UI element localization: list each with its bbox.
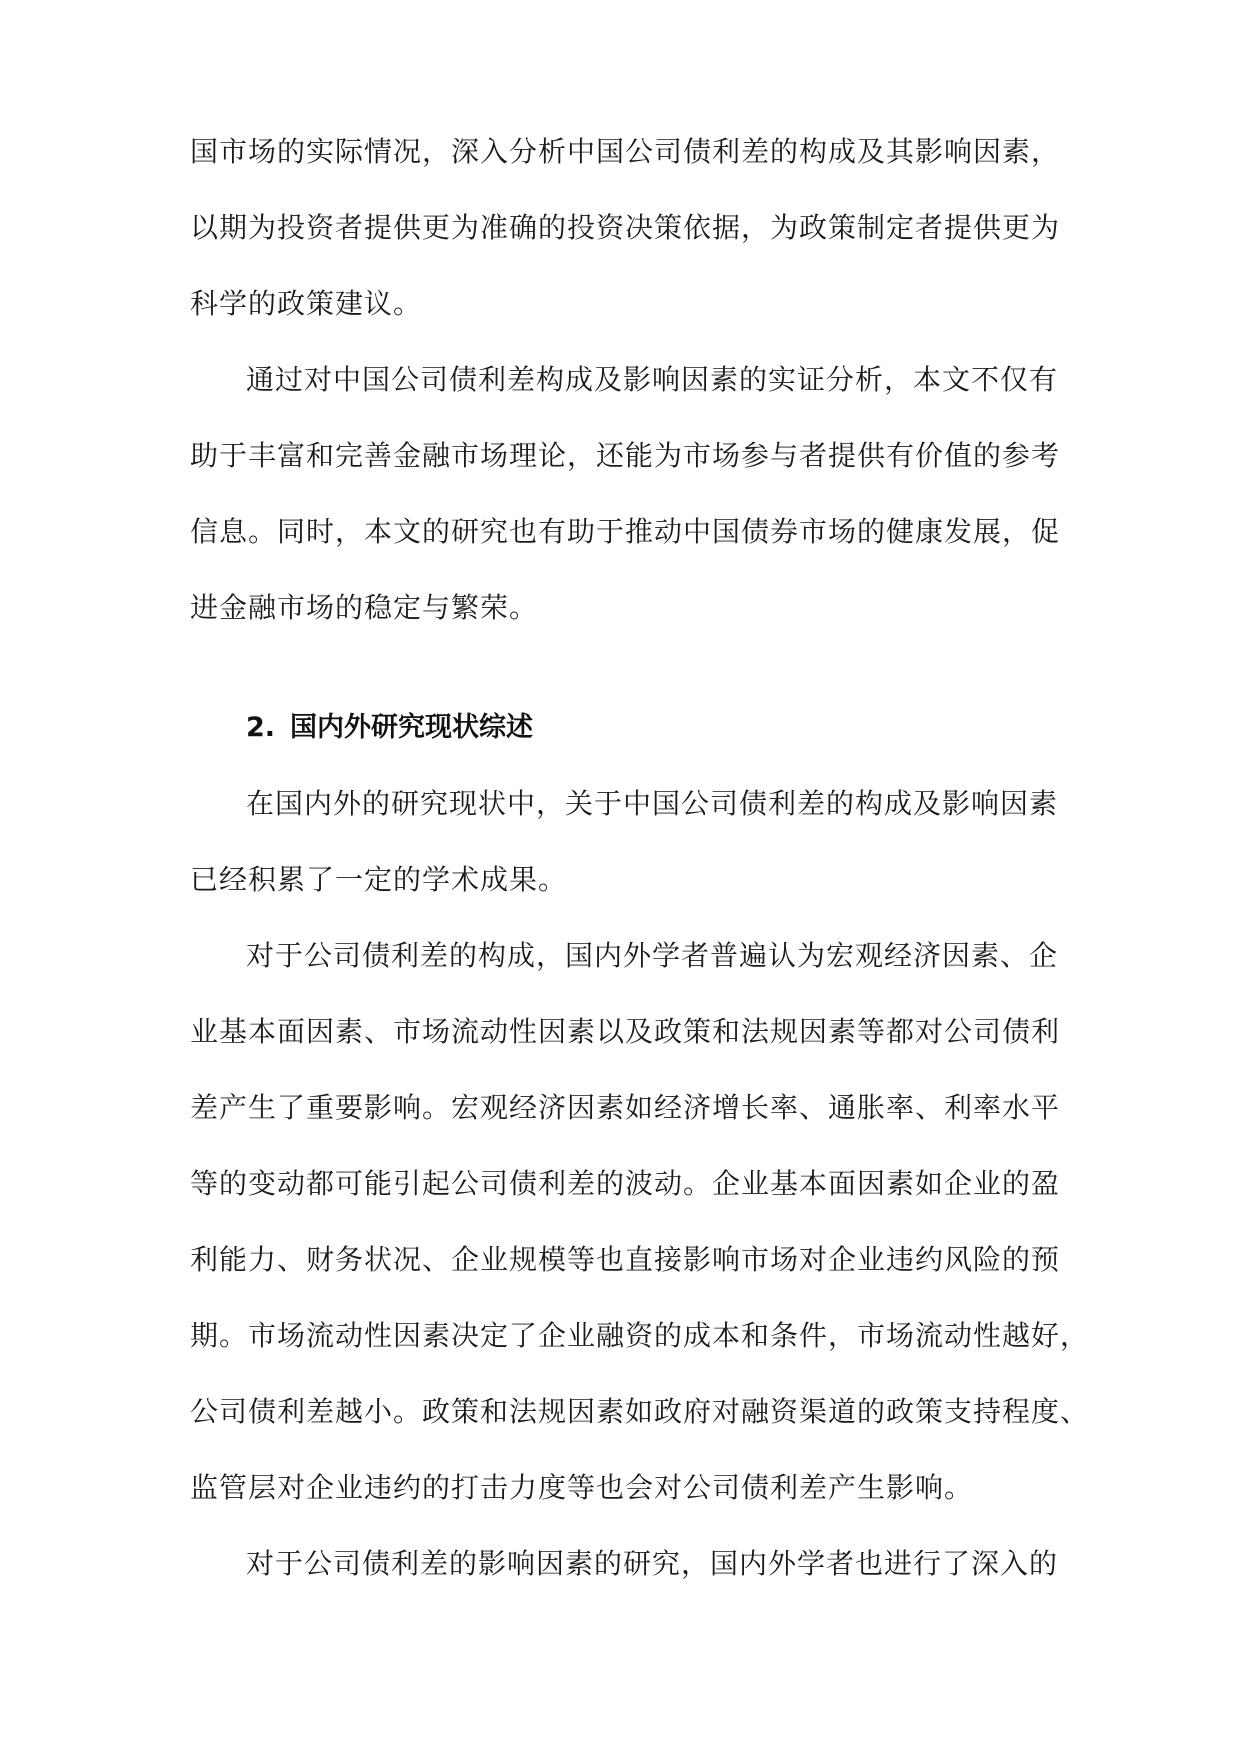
section-title: 国内外研究现状综述 [290,712,533,743]
paragraph-line: 对于公司债利差的构成，国内外学者普遍认为宏观经济因素、企 [246,939,1059,972]
paragraph-line: 科学的政策建议。 [190,287,423,320]
paragraph-line: 监管层对企业违约的打击力度等也会对公司债利差产生影响。 [190,1471,974,1504]
paragraph-line: 助于丰富和完善金融市场理论，还能为市场参与者提供有价值的参考 [190,439,1061,472]
section-heading [246,708,533,748]
paragraph-line: 期。市场流动性因素决定了企业融资的成本和条件，市场流动性越好， [190,1319,1090,1352]
paragraph-line: 通过对中国公司债利差构成及影响因素的实证分析，本文不仅有 [246,363,1059,396]
paragraph-line: 以期为投资者提供更为准确的投资决策依据，为政策制定者提供更为 [190,211,1061,244]
section-number: 2. [246,712,276,743]
paragraph-line: 业基本面因素、市场流动性因素以及政策和法规因素等都对公司债利 [190,1015,1061,1048]
paragraph-line: 进金融市场的稳定与繁荣。 [190,591,539,624]
paragraph-line: 已经积累了一定的学术成果。 [190,863,568,896]
paragraph-line: 公司债利差越小。政策和法规因素如政府对融资渠道的政策支持程度、 [190,1395,1090,1428]
paragraph-line: 等的变动都可能引起公司债利差的波动。企业基本面因素如企业的盈 [190,1167,1061,1200]
paragraph-line: 信息。同时，本文的研究也有助于推动中国债券市场的健康发展，促 [190,515,1061,548]
paragraph-line: 对于公司债利差的影响因素的研究，国内外学者也进行了深入的 [246,1547,1059,1580]
paragraph-line: 在国内外的研究现状中，关于中国公司债利差的构成及影响因素 [246,787,1059,820]
paragraph-line: 利能力、财务状况、企业规模等也直接影响市场对企业违约风险的预 [190,1243,1061,1276]
paragraph-line: 差产生了重要影响。宏观经济因素如经济增长率、通胀率、利率水平 [190,1091,1061,1124]
paragraph-line: 国市场的实际情况，深入分析中国公司债利差的构成及其影响因素， [190,135,1061,168]
